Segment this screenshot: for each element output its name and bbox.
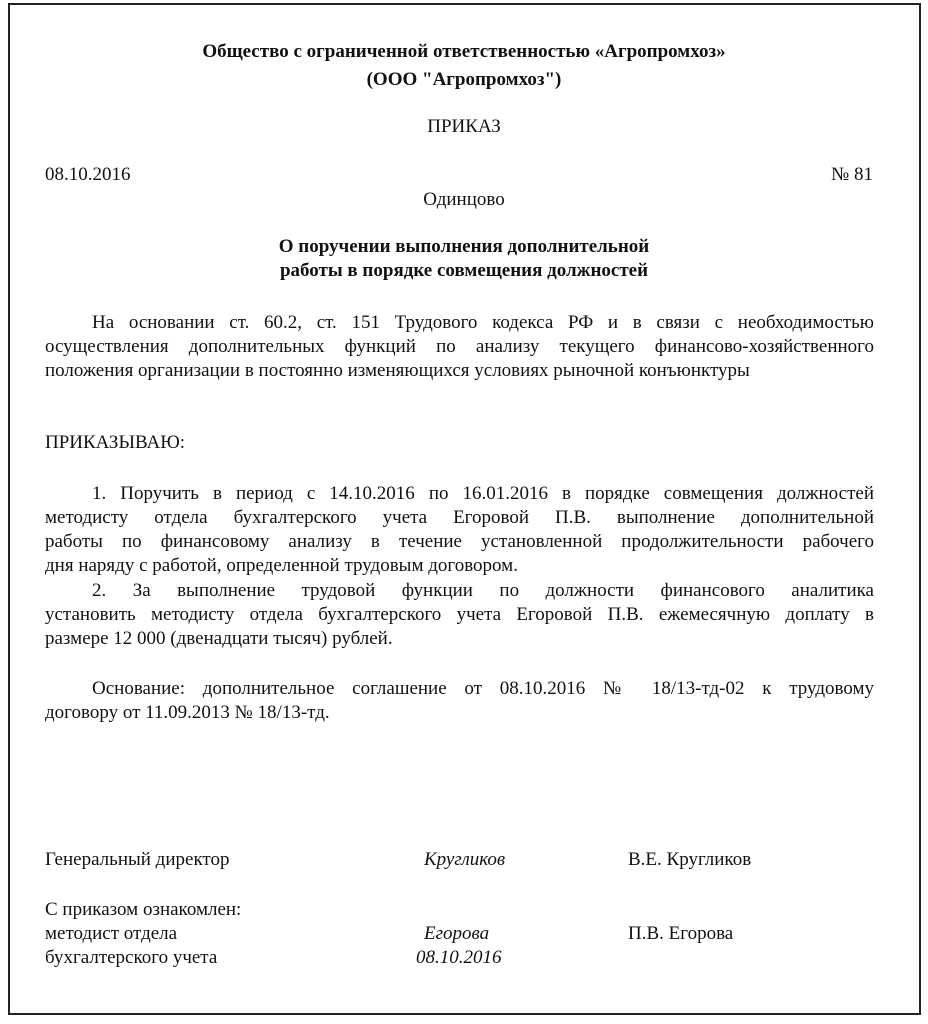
preamble-line: На основании ст. 60.2, ст. 151 Трудового кодекса РФ и в связи с необходимостью [92,312,874,333]
employee-position-line-2: бухгалтерского учета [45,947,218,968]
city: Одинцово [423,189,505,210]
item-line: работы по финансовому анализу в течение установленной продолжительности рабочего [45,531,874,552]
doc-type: ПРИКАЗ [427,116,501,137]
director-position: Генеральный директор [45,849,230,870]
employee-signature: Егорова [424,923,490,944]
director-name: В.Е. Кругликов [628,849,752,870]
order-date: 08.10.2016 [45,164,131,185]
order-number: № 81 [831,164,873,185]
basis [45,677,874,725]
item-line: дня наряду с работой, определенной трудовым договором. [45,555,518,576]
order-item-2 [45,579,874,651]
employee-name: П.В. Егорова [628,923,734,944]
item-line: методисту отдела бухгалтерского учета Егоровой П.В. выполнение дополнительной [45,507,874,528]
item-line: 2. За выполнение трудовой функции по должности финансового аналитика [92,580,874,601]
acknowledgement-label: С приказом ознакомлен: [45,899,242,920]
org-short-name: (ООО "Агропромхоз") [366,69,562,90]
director-signature: Кругликов [424,849,506,870]
item-line: установить методисту отдела бухгалтерского учета Егоровой П.В. ежемесячную доплату в [45,604,874,625]
order-item-1 [45,482,874,578]
item-line: размере 12 000 (двенадцати тысяч) рублей. [45,628,393,649]
employee-sign-date: 08.10.2016 [416,947,502,968]
order-title-line-1: О поручении выполнения дополнительной [278,236,650,257]
preamble-line: осуществления дополнительных функций по анализу текущего финансово-хозяйственного [45,336,874,357]
order-word: ПРИКАЗЫВАЮ: [45,432,186,453]
preamble-line: положения организации в постоянно изменяющихся условиях рыночной конъюнктуры [45,360,750,381]
basis-line: Основание: дополнительное соглашение от 08.10.2016 № 18/13-тд-02 к трудовому [92,678,874,699]
employee-position-line-1: методист отдела [45,923,178,944]
preamble [45,311,874,383]
item-line: 1. Поручить в период с 14.10.2016 по 16.01.2016 в порядке совмещения должностей [92,483,874,504]
org-name: Общество с ограниченной ответственностью «Агропромхоз» [202,41,726,62]
order-title-line-2: работы в порядке совмещения должностей [279,260,649,281]
basis-line: договору от 11.09.2013 № 18/13-тд. [45,702,330,723]
